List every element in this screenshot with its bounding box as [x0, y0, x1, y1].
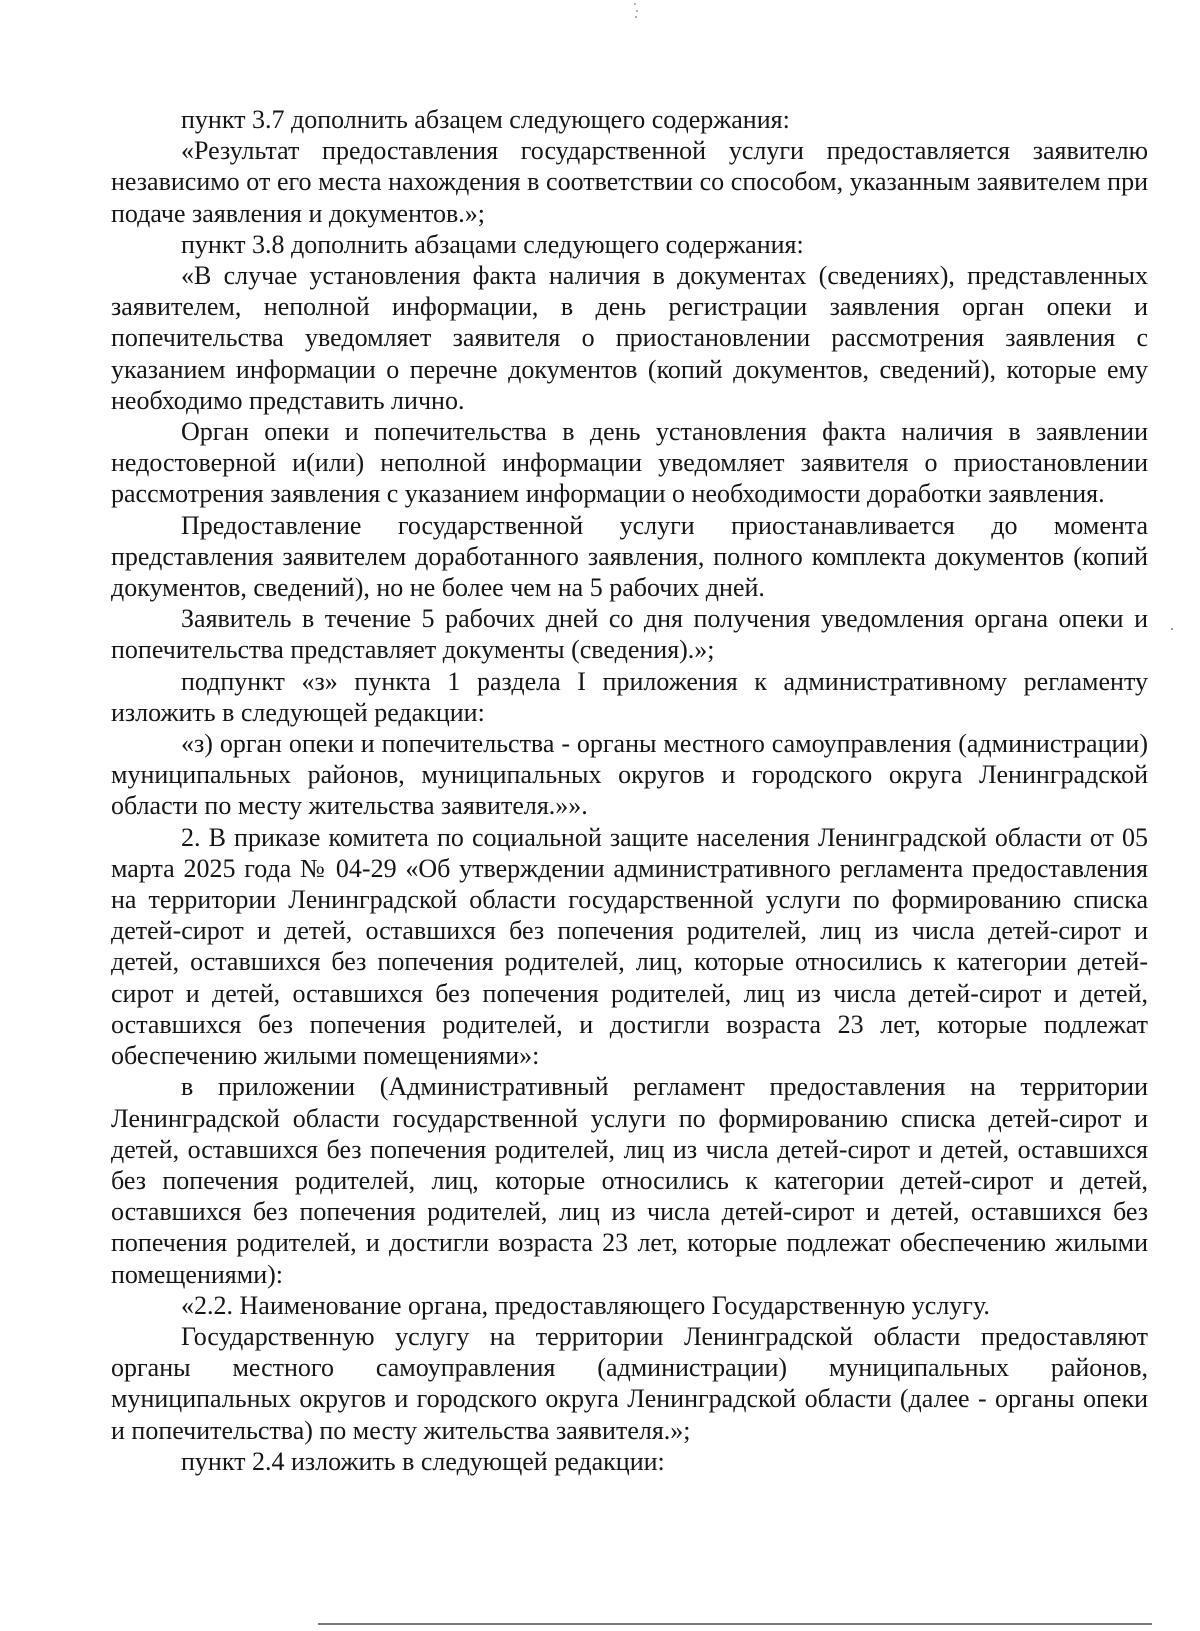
paragraph-8: подпункт «з» пункта 1 раздела I приложения к административному регламенту изложить в следующей редакции: [111, 666, 1148, 727]
scan-speck-right [1171, 628, 1173, 630]
paragraph-14: пункт 2.4 изложить в следующей редакции: [181, 1446, 665, 1476]
paragraph-11: в приложении (Административный регламент предоставления на территории Ленинградской области государственной услуги по формированию списка детей-сирот и детей, оставшихся без попечения родителей, лиц из числа детей-сирот и детей, оставшихся без попечения родителей, лиц, которые относились к категории детей-сирот и детей, оставшихся без попечения родителей, лиц из числа детей-сирот и детей, оставшихся без попечения родителей, и достигли возраста 23 лет, которые подлежат обеспечению жилыми помещениями): [111, 1072, 1148, 1289]
paragraph-2: «Результат предоставления государственной услуги предоставляется заявителю независимо от его места нахождения в соответствии со способом, указанным заявителем при подаче заявления и документов.»; [111, 136, 1148, 228]
scan-bottom-edge [318, 1623, 1152, 1625]
paragraph-3: пункт 3.8 дополнить абзацами следующего содержания: [181, 229, 804, 259]
paragraph-6: Предоставление государственной услуги приостанавливается до момента представления заявителем доработанного заявления, полного комплекта документов (копий документов, сведений), но не более чем на 5 рабочих дней. [111, 510, 1148, 603]
paragraph-10: 2. В приказе комитета по социальной защите населения Ленинградской области от 05 марта 2025 года № 04-29 «Об утверждении административного регламента предоставления на территории Ленинградской области государственной услуги по формированию списка детей-сирот и детей, оставшихся без попечения родителей, лиц из числа детей-сирот и детей, оставшихся без попечения родителей, лиц, которые относились к категории детей-сирот и детей, оставшихся без попечения родителей, лиц из числа детей-сирот и детей, оставшихся без попечения родителей, и достигли возраста 23 лет, которые подлежат обеспечению жилыми помещениями»: [111, 822, 1148, 1071]
paragraph-9: «з) орган опеки и попечительства - органы местного самоуправления (администрации) муниципальных районов, муниципальных округов и городского округа Ленинградской области по месту жительства заявителя.»». [111, 729, 1148, 821]
paragraph-7: Заявитель в течение 5 рабочих дней со дня получения уведомления органа опеки и попечительства представляет документы (сведения).»; [111, 604, 1148, 665]
paragraph-13: Государственную услугу на территории Ленинградской области предоставляют органы местного самоуправления (администрации) муниципальных районов, муниципальных округов и городского округа Ленинградской области (далее - органы опеки и попечительства) по месту жительства заявителя.»; [111, 1321, 1148, 1445]
paragraph-5: Орган опеки и попечительства в день установления факта наличия в заявлении недостоверной и(или) неполной информации уведомляет заявителя о приостановлении рассмотрения заявления с указанием информации о необходимости доработки заявления. [111, 417, 1148, 509]
scan-specks-top [634, 0, 640, 20]
paragraph-4: «В случае установления факта наличия в документах (сведениях), представленных заявителем, неполной информации, в день регистрации заявления орган опеки и попечительства уведомляет заявителя о приостановлении рассмотрения заявления с указанием информации о перечне документов (копий документов, сведений), которые ему необходимо представить лично. [111, 261, 1148, 415]
paragraph-1: пункт 3.7 дополнить абзацем следующего содержания: [181, 105, 790, 134]
document-body [111, 104, 1148, 1477]
paragraph-12: «2.2. Наименование органа, предоставляющего Государственную услугу. [181, 1290, 990, 1320]
